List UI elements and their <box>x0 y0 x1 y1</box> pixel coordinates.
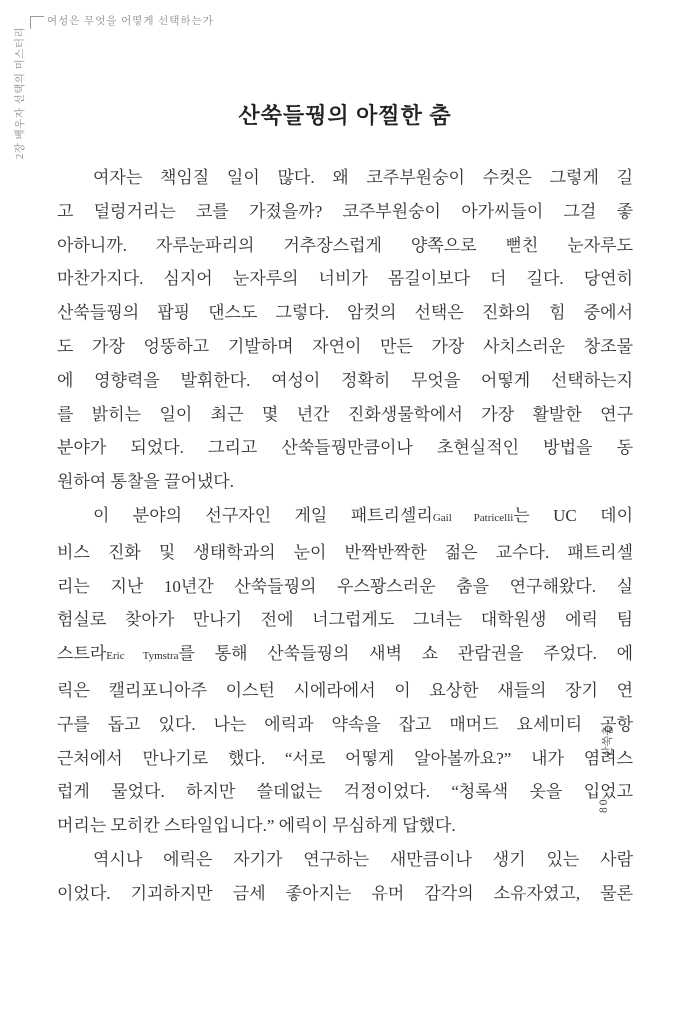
inline-latin-name: Gail Patricelli <box>432 511 514 524</box>
text-line: 분야가 되었다. 그리고 산쑥들꿩만큼이나 초현실적인 방법을 동 <box>57 438 633 458</box>
text-line: 릭은 캘리포니아주 이스턴 시에라에서 이 요상한 새들의 장기 연 <box>57 680 633 700</box>
text-line: 아하니까. 자루눈파리의 거추장스럽게 양쪽으로 뻗친 눈자루도 <box>57 235 633 255</box>
text-line: 산쑥들꿩의 팝핑 댄스도 그렇다. 암컷의 선택은 진화의 힘 중에서 <box>57 303 633 323</box>
corner-bracket-icon <box>30 16 44 29</box>
text-line: 비스 진화 및 생태학과의 눈이 반짝반짝한 젊은 교수다. 패트리셀 <box>57 542 633 562</box>
chapter-side-label: 2장 배우자 선택의 미스터리 <box>15 26 26 159</box>
section-title: 산쑥들꿩의 아찔한 춤 <box>238 103 452 128</box>
text-line: 험실로 찾아가 만나기 전에 너그럽게도 그녀는 대학원생 에릭 팀 <box>57 610 633 630</box>
body-text <box>57 161 633 911</box>
text-line: 근처에서 만나기로 했다. “서로 어떻게 알아볼까요?” 내가 염려스 <box>57 748 633 768</box>
text-line: 를 밝히는 일이 최근 몇 년간 진화생물학에서 가장 활발한 연구 <box>57 404 633 424</box>
text-line: 이 분야의 선구자인 게일 패트리셀리Gail Patricelli는 UC 데이 <box>93 505 633 525</box>
text-line: 럽게 물었다. 하지만 쓸데없는 걱정이었다. “청록색 옷을 입었고 <box>57 782 633 802</box>
text-line: 고 덜렁거리는 코를 가졌을까? 코주부원숭이 아가씨들이 그걸 좋 <box>57 201 633 221</box>
page-number: 80 <box>598 797 610 813</box>
text-line: 스트라Eric Tymstra를 통해 산쑥들꿩의 새벽 쇼 관람권을 주었다. 에 <box>57 644 633 664</box>
text-line: 머리는 모히칸 스타일입니다.” 에릭이 무심하게 답했다. <box>57 816 456 836</box>
text-line: 여자는 책임질 일이 많다. 왜 코주부원숭이 수컷은 그렇게 길 <box>93 168 633 187</box>
section-margin-tab: 산쑥춤 <box>602 725 614 757</box>
text-line: 리는 지난 10년간 산쑥들꿩의 우스꽝스러운 춤을 연구해왔다. 실 <box>57 576 633 596</box>
running-head-title: 여성은 무엇을 어떻게 선택하는가 <box>47 16 214 27</box>
text-line: 이었다. 기괴하지만 금세 좋아지는 유머 감각의 소유자였고, 물론 <box>57 883 633 903</box>
inline-latin-name: Eric Tymstra <box>106 650 179 663</box>
text-line: 역시나 에릭은 자기가 연구하는 새만큼이나 생기 있는 사람 <box>93 849 633 869</box>
text-line: 구를 돕고 있다. 나는 에릭과 약속을 잡고 매머드 요세미티 공항 <box>57 714 633 734</box>
text-line: 도 가장 엉뚱하고 기발하며 자연이 만든 가장 사치스러운 창조물 <box>57 336 633 356</box>
text-line: 에 영향력을 발휘한다. 여성이 정확히 무엇을 어떻게 선택하는지 <box>57 370 633 390</box>
text-line: 원하여 통찰을 끌어냈다. <box>57 472 234 492</box>
text-line: 마찬가지다. 심지어 눈자루의 너비가 몸길이보다 더 길다. 당연히 <box>57 269 633 289</box>
